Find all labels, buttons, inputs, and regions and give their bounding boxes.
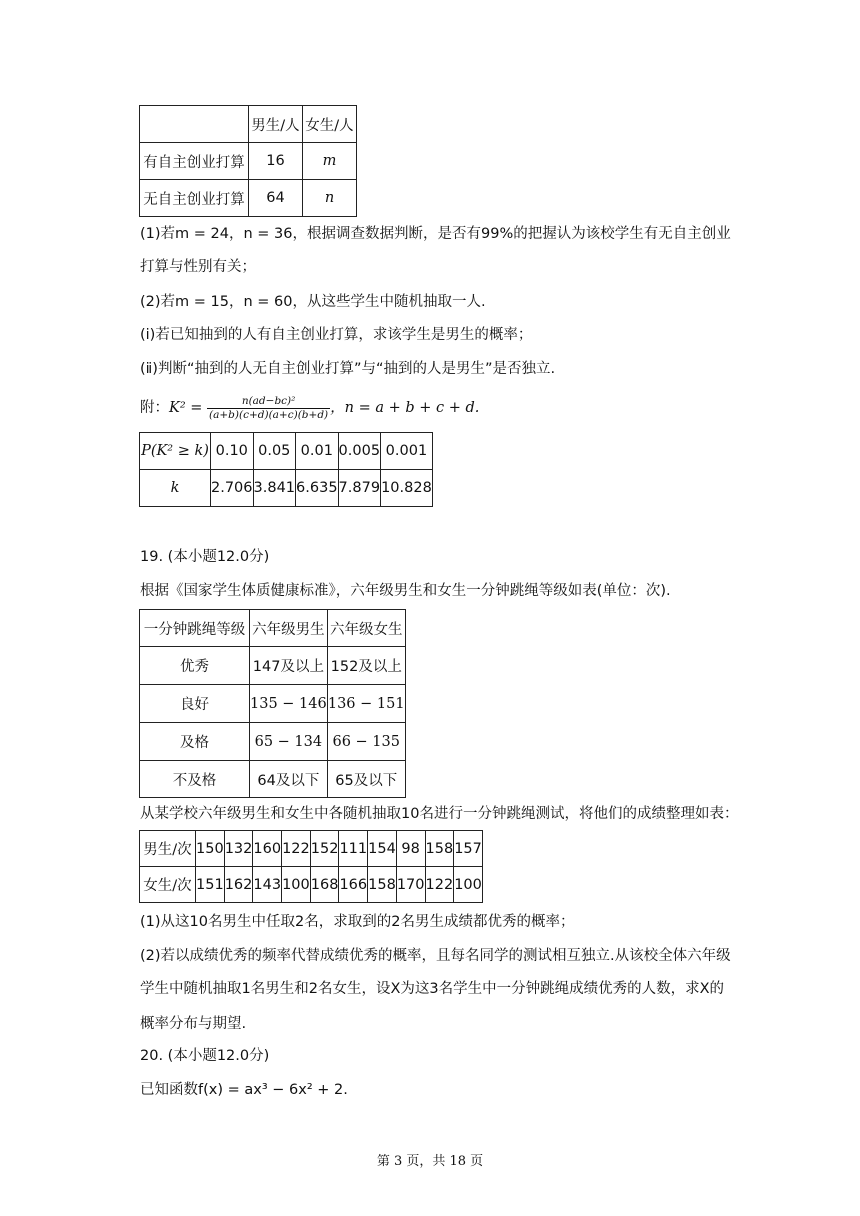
table2-cell: 3.841 (253, 470, 296, 507)
table4-cell: 143 (253, 867, 282, 903)
q19-part2-line1: (2)若以成绩优秀的频率代替成绩优秀的概率，且每名同学的测试相互独立.从该校全体六年级 (140, 948, 731, 964)
table3-cell: 66 − 135 (327, 723, 405, 761)
gender-entrepreneurship-table (139, 105, 357, 217)
table4-cell: 111 (339, 831, 368, 867)
table4-cell: 158 (425, 831, 454, 867)
table2-cell: 0.005 (338, 433, 381, 470)
table3-header: 六年级女生 (327, 610, 405, 647)
q19-heading: 19. (本小题12.0分) (140, 549, 270, 565)
table3-grade: 良好 (140, 685, 250, 723)
table3-cell: 65 − 134 (250, 723, 328, 761)
table4-cell: 98 (396, 831, 425, 867)
appendix-label: 附： (140, 400, 169, 416)
q19-intro: 根据《国家学生体质健康标准》，六年级男生和女生一分钟跳绳等级如表(单位：次). (140, 583, 671, 599)
table3-header: 一分钟跳绳等级 (140, 610, 250, 647)
q20-heading: 20. (本小题12.0分) (140, 1048, 270, 1064)
table4-cell: 122 (282, 831, 311, 867)
table4-cell: 100 (282, 867, 311, 903)
table1-row-label: 有自主创业打算 (140, 143, 249, 180)
q19-part1: (1)从这10名男生中任取2名，求取到的2名男生成绩都优秀的概率； (140, 914, 575, 930)
fraction-denominator: (a+b)(c+d)(a+c)(b+d) (209, 408, 329, 421)
table4-row-label: 女生/次 (140, 867, 196, 903)
table3-cell: 135 − 146 (250, 685, 328, 723)
table3-cell: 152及以上 (327, 647, 405, 685)
table4-cell: 152 (310, 831, 339, 867)
table1-cell: 16 (249, 143, 303, 180)
table1-row-label: 无自主创业打算 (140, 180, 249, 217)
table2-cell: 10.828 (381, 470, 433, 507)
table4-cell: 166 (339, 867, 368, 903)
table4-cell: 157 (454, 831, 483, 867)
q18-part2-i: (ⅰ)若已知抽到的人有自主创业打算，求该学生是男生的概率； (140, 327, 533, 343)
table4-cell: 168 (310, 867, 339, 903)
q20-intro: 已知函数f(x) = ax³ − 6x² + 2. (140, 1082, 348, 1098)
table3-cell: 136 − 151 (327, 685, 405, 723)
table3-grade: 优秀 (140, 647, 250, 685)
table2-cell: 0.10 (211, 433, 254, 470)
table1-cell: 64 (249, 180, 303, 217)
table4-cell: 154 (368, 831, 397, 867)
table4-cell: 160 (253, 831, 282, 867)
q18-part2-ii: (ⅱ)判断“抽到的人无自主创业打算”与“抽到的人是男生”是否独立. (140, 361, 556, 377)
table3-grade: 及格 (140, 723, 250, 761)
formula-lhs: K² = (169, 400, 203, 416)
table1-corner (140, 106, 249, 143)
table2-cell: 0.001 (381, 433, 433, 470)
table3-cell: 65及以下 (327, 761, 405, 798)
q18-part1-line2: 打算与性别有关； (140, 259, 256, 275)
table4-cell: 122 (425, 867, 454, 903)
table2-label: P(K² ≥ k) (140, 433, 211, 470)
table3-grade: 不及格 (140, 761, 250, 798)
table2-cell: 2.706 (211, 470, 254, 507)
table3-header: 六年级男生 (250, 610, 328, 647)
table3-cell: 147及以上 (250, 647, 328, 685)
table4-cell: 132 (224, 831, 253, 867)
table4-cell: 162 (224, 867, 253, 903)
q18-appendix-formula (140, 393, 479, 423)
q19-part2-line2: 学生中随机抽取1名男生和2名女生，设X为这3名学生中一分钟跳绳成绩优秀的人数，求X的 (140, 981, 725, 997)
jump-rope-scores-table (139, 830, 483, 903)
q19-part2-line3: 概率分布与期望. (140, 1016, 247, 1032)
page-footer: 第 3 页，共 18 页 (376, 1154, 484, 1169)
table2-cell: 6.635 (296, 470, 339, 507)
q18-part2: (2)若m = 15，n = 60，从这些学生中随机抽取一人. (140, 294, 486, 310)
fraction-numerator: n(ad−bc)² (207, 395, 330, 409)
table2-cell: 0.05 (253, 433, 296, 470)
chi-square-critical-table (139, 432, 433, 507)
jump-rope-grade-table (139, 609, 406, 798)
table3-cell: 64及以下 (250, 761, 328, 798)
table4-cell: 151 (196, 867, 225, 903)
formula-rhs: ，n = a + b + c + d. (330, 400, 480, 416)
table4-cell: 150 (196, 831, 225, 867)
table4-cell: 170 (396, 867, 425, 903)
table2-label: k (140, 470, 211, 507)
table1-header-female: 女生/人 (303, 106, 357, 143)
q19-sample-intro: 从某学校六年级男生和女生中各随机抽取10名进行一分钟跳绳测试，将他们的成绩整理如表： (140, 806, 739, 822)
chi-square-fraction (207, 395, 330, 422)
table4-row-label: 男生/次 (140, 831, 196, 867)
table4-cell: 100 (454, 867, 483, 903)
q18-part1-line1: (1)若m = 24，n = 36，根据调查数据判断，是否有99%的把握认为该校学生有无自主创业 (140, 226, 731, 242)
table1-cell: m (303, 143, 357, 180)
table4-cell: 158 (368, 867, 397, 903)
table2-cell: 7.879 (338, 470, 381, 507)
table1-cell: n (303, 180, 357, 217)
table2-cell: 0.01 (296, 433, 339, 470)
table1-header-male: 男生/人 (249, 106, 303, 143)
